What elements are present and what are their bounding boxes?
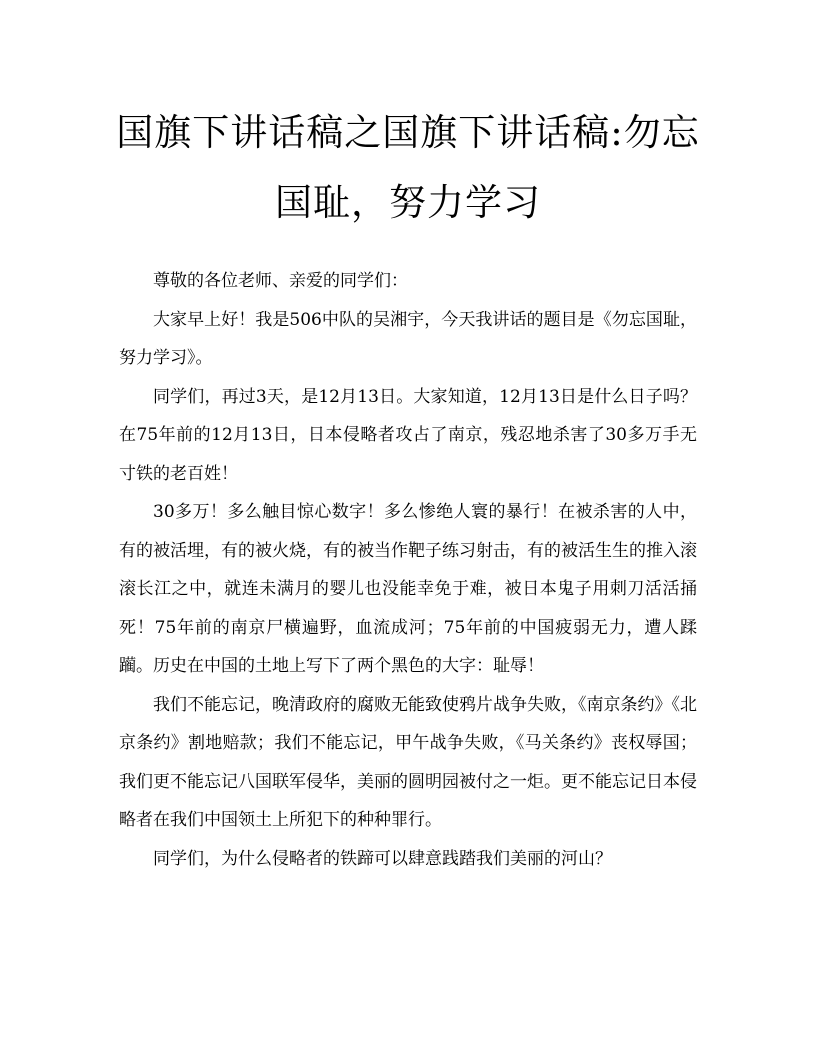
paragraph-intro: 大家早上好！我是506中队的吴湘宇，今天我讲话的题目是《勿忘国耻，努力学习》。: [119, 309, 697, 368]
paragraph-atrocity: 30多万！多么触目惊心数字！多么惨绝人寰的暴行！在被杀害的人中，有的被活埋，有的被火烧，有的被当作靶子练习射击，有的被活生生的推入滚滚长江之中，就连未满月的婴儿也没能幸免于难，被日本鬼子用刺刀活活捅死！75年前的南京尸横遍野，血流成河；75年前的中国疲弱无力，遭人蹂躏。历史在中国的土地上写下了两个黑色的大字：耻辱！: [119, 502, 697, 676]
paragraph-history: 我们不能忘记，晚清政府的腐败无能致使鸦片战争失败，《南京条约》《北京条约》割地赔款；我们不能忘记，甲午战争失败，《马关条约》丧权辱国；我们更不能忘记八国联军侵华，美丽的圆明园被付之一炬。更不能忘记日本侵略者在我们中国领土上所犯下的种种罪行。: [119, 694, 697, 830]
document-title: 国旗下讲话稿之国旗下讲话稿:勿忘国耻，努力学习: [116, 111, 700, 224]
document-body: [119, 262, 697, 878]
paragraph-greeting: 尊敬的各位老师、亲爱的同学们：: [153, 271, 408, 291]
paragraph-question: 同学们，为什么侵略者的铁蹄可以肆意践踏我们美丽的河山？: [153, 848, 612, 869]
paragraph-date: 同学们，再过3天，是12月13日。大家知道，12月13日是什么日子吗？在75年前的12月13日，日本侵略者攻占了南京，残忍地杀害了30多万手无寸铁的老百姓！: [119, 386, 697, 484]
